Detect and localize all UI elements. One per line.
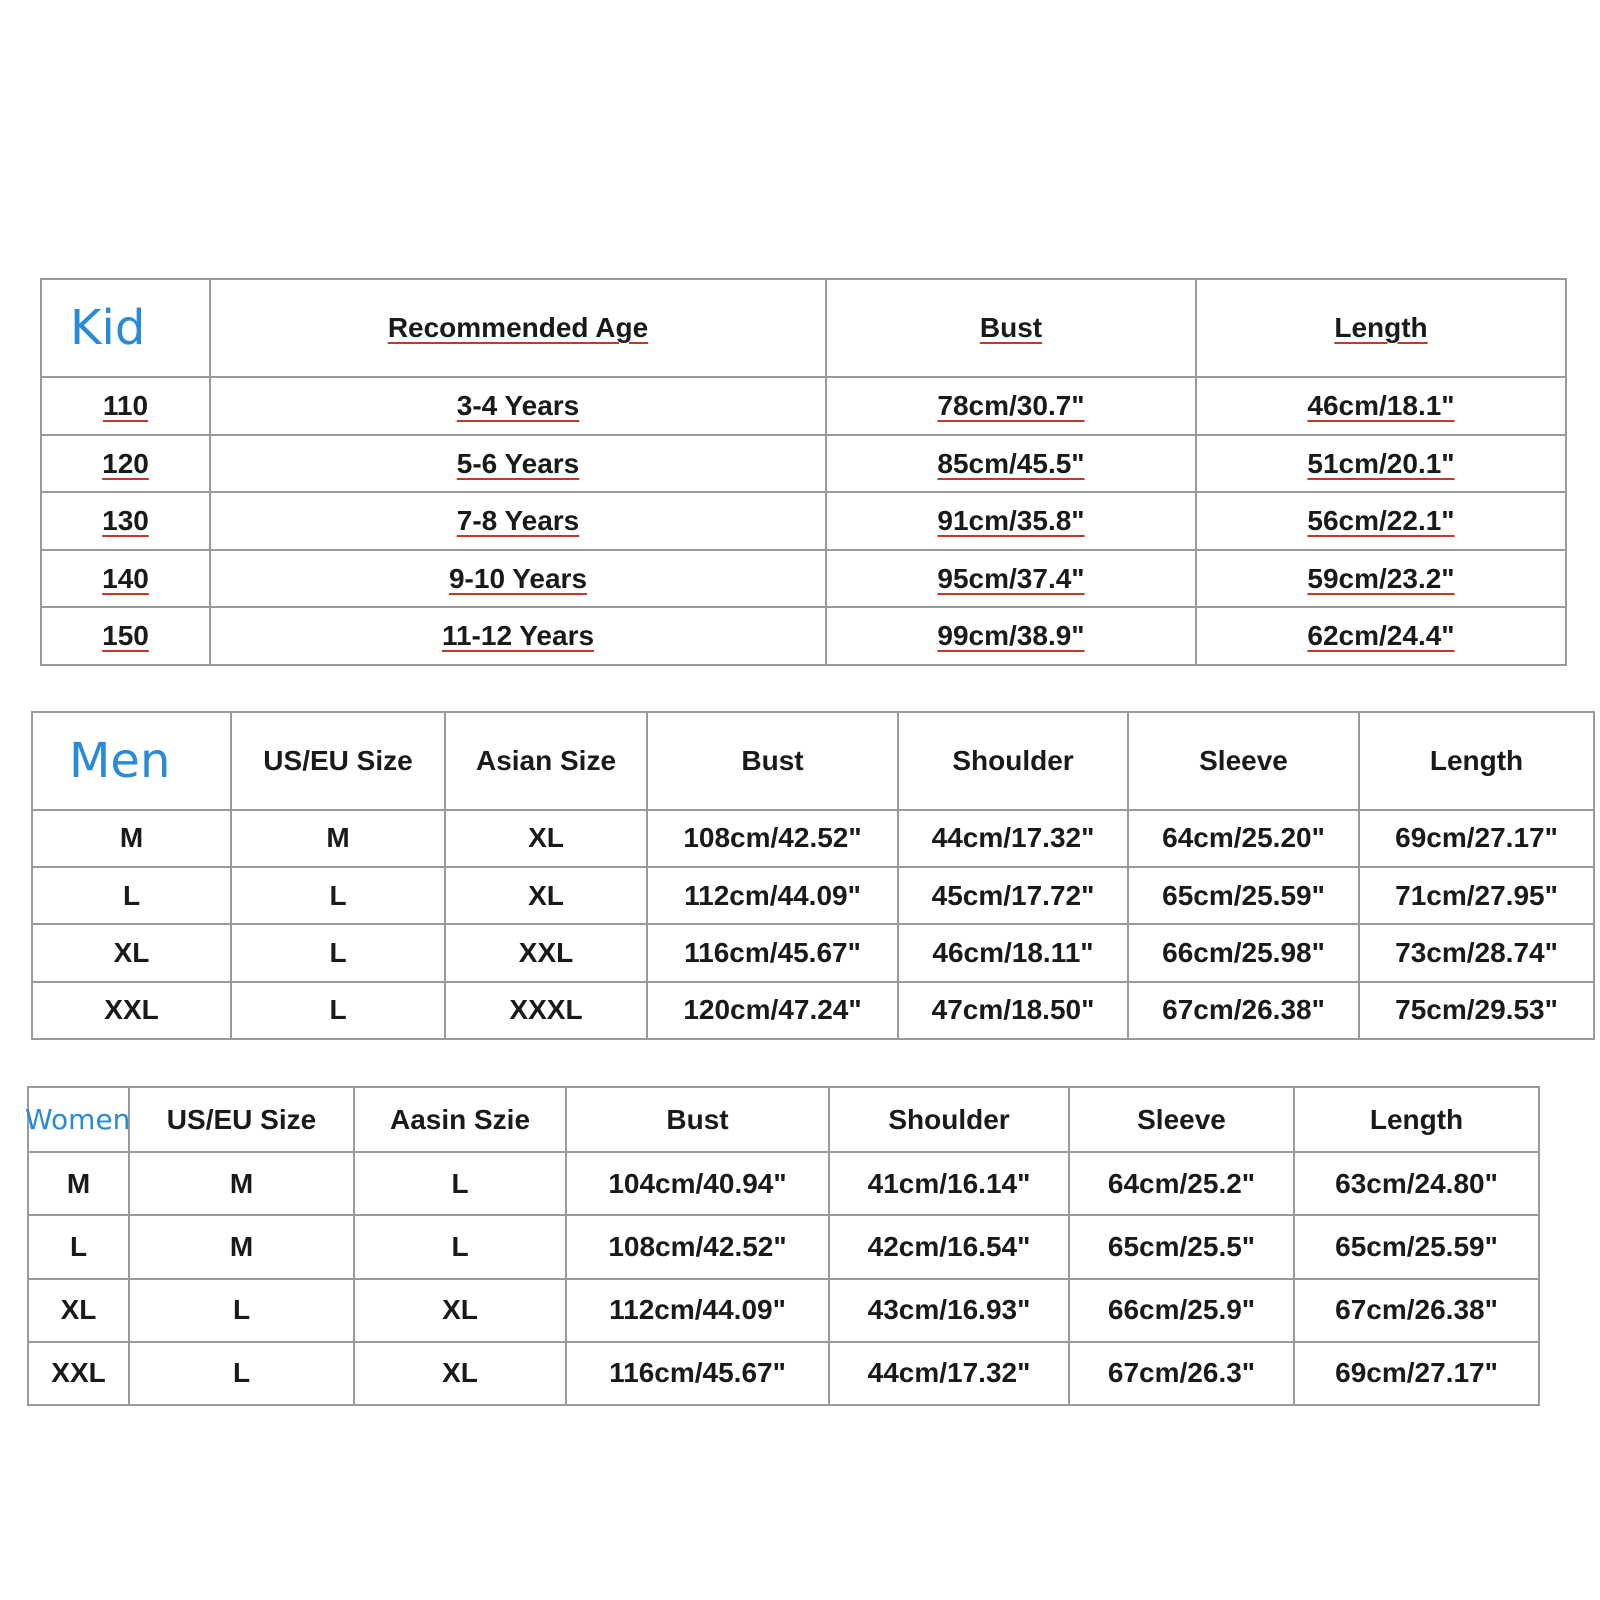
women-asian-cell: L <box>354 1215 566 1278</box>
men-bust-cell: 112cm/44.09" <box>647 867 898 924</box>
women-length-cell: 65cm/25.59" <box>1294 1215 1539 1278</box>
men-useu-cell: L <box>231 924 445 981</box>
women-sleeve-cell: 65cm/25.5" <box>1069 1215 1294 1278</box>
kid-age-cell: 9-10 Years <box>210 550 826 608</box>
women-bust-cell: 116cm/45.67" <box>566 1342 829 1405</box>
table-row <box>28 1342 1539 1405</box>
kid-bust-cell: 91cm/35.8" <box>826 492 1196 550</box>
men-size-cell: M <box>32 810 231 867</box>
women-length-cell: 69cm/27.17" <box>1294 1342 1539 1405</box>
men-header-sleeve: Sleeve <box>1128 712 1359 810</box>
men-bust-cell: 120cm/47.24" <box>647 982 898 1039</box>
men-length-cell: 75cm/29.53" <box>1359 982 1594 1039</box>
men-asian-cell: XL <box>445 810 647 867</box>
kid-size-cell: 150 <box>41 607 210 665</box>
kid-size-cell: 110 <box>41 377 210 435</box>
women-shoulder-cell: 43cm/16.93" <box>829 1279 1069 1342</box>
men-size-cell: L <box>32 867 231 924</box>
table-row <box>32 810 1594 867</box>
men-shoulder-cell: 46cm/18.11" <box>898 924 1128 981</box>
men-shoulder-cell: 47cm/18.50" <box>898 982 1128 1039</box>
women-label-text: Women <box>25 1103 131 1137</box>
women-useu-cell: L <box>129 1342 354 1405</box>
kid-header-age: Recommended Age <box>210 279 826 377</box>
men-sleeve-cell: 67cm/26.38" <box>1128 982 1359 1039</box>
women-length-cell: 63cm/24.80" <box>1294 1152 1539 1215</box>
women-header-bust: Bust <box>566 1087 829 1152</box>
men-length-cell: 69cm/27.17" <box>1359 810 1594 867</box>
table-row <box>28 1279 1539 1342</box>
men-table-label: Men <box>32 712 231 810</box>
kid-size-cell: 140 <box>41 550 210 608</box>
men-useu-cell: L <box>231 867 445 924</box>
women-bust-cell: 112cm/44.09" <box>566 1279 829 1342</box>
men-shoulder-cell: 45cm/17.72" <box>898 867 1128 924</box>
women-sleeve-cell: 64cm/25.2" <box>1069 1152 1294 1215</box>
women-bust-cell: 108cm/42.52" <box>566 1215 829 1278</box>
women-header-row <box>28 1087 1539 1152</box>
women-useu-cell: L <box>129 1279 354 1342</box>
kid-age-cell: 7-8 Years <box>210 492 826 550</box>
women-header-sleeve: Sleeve <box>1069 1087 1294 1152</box>
men-size-cell: XL <box>32 924 231 981</box>
women-size-table <box>27 1086 1540 1406</box>
men-size-table <box>31 711 1595 1040</box>
men-header-useu: US/EU Size <box>231 712 445 810</box>
kid-length-cell: 59cm/23.2" <box>1196 550 1566 608</box>
men-asian-cell: XXL <box>445 924 647 981</box>
women-header-asian: Aasin Szie <box>354 1087 566 1152</box>
men-sleeve-cell: 64cm/25.20" <box>1128 810 1359 867</box>
men-length-cell: 73cm/28.74" <box>1359 924 1594 981</box>
men-useu-cell: M <box>231 810 445 867</box>
kid-header-length: Length <box>1196 279 1566 377</box>
table-row <box>28 1152 1539 1215</box>
kid-size-cell: 120 <box>41 435 210 493</box>
men-header-length: Length <box>1359 712 1594 810</box>
table-row <box>32 982 1594 1039</box>
women-asian-cell: L <box>354 1152 566 1215</box>
men-asian-cell: XL <box>445 867 647 924</box>
kid-header-row <box>41 279 1566 377</box>
kid-table-label: Kid <box>41 279 210 377</box>
women-useu-cell: M <box>129 1152 354 1215</box>
women-asian-cell: XL <box>354 1279 566 1342</box>
women-size-cell: L <box>28 1215 129 1278</box>
kid-bust-cell: 95cm/37.4" <box>826 550 1196 608</box>
table-row <box>32 867 1594 924</box>
table-row <box>41 377 1566 435</box>
women-useu-cell: M <box>129 1215 354 1278</box>
women-table-label <box>25 1087 131 1152</box>
kid-bust-cell: 99cm/38.9" <box>826 607 1196 665</box>
women-shoulder-cell: 42cm/16.54" <box>829 1215 1069 1278</box>
women-shoulder-cell: 44cm/17.32" <box>829 1342 1069 1405</box>
men-length-cell: 71cm/27.95" <box>1359 867 1594 924</box>
men-header-asian: Asian Size <box>445 712 647 810</box>
men-shoulder-cell: 44cm/17.32" <box>898 810 1128 867</box>
table-row <box>28 1215 1539 1278</box>
kid-bust-cell: 85cm/45.5" <box>826 435 1196 493</box>
women-size-cell: XL <box>28 1279 129 1342</box>
kid-length-cell: 51cm/20.1" <box>1196 435 1566 493</box>
kid-bust-cell: 78cm/30.7" <box>826 377 1196 435</box>
men-sleeve-cell: 66cm/25.98" <box>1128 924 1359 981</box>
women-sleeve-cell: 66cm/25.9" <box>1069 1279 1294 1342</box>
men-header-shoulder: Shoulder <box>898 712 1128 810</box>
table-row <box>41 550 1566 608</box>
kid-header-bust: Bust <box>826 279 1196 377</box>
men-asian-cell: XXXL <box>445 982 647 1039</box>
women-bust-cell: 104cm/40.94" <box>566 1152 829 1215</box>
men-bust-cell: 116cm/45.67" <box>647 924 898 981</box>
men-header-bust: Bust <box>647 712 898 810</box>
women-sleeve-cell: 67cm/26.3" <box>1069 1342 1294 1405</box>
men-useu-cell: L <box>231 982 445 1039</box>
men-bust-cell: 108cm/42.52" <box>647 810 898 867</box>
table-row <box>41 435 1566 493</box>
kid-length-cell: 62cm/24.4" <box>1196 607 1566 665</box>
table-row <box>41 607 1566 665</box>
women-header-shoulder: Shoulder <box>829 1087 1069 1152</box>
kid-size-table <box>40 278 1567 666</box>
women-length-cell: 67cm/26.38" <box>1294 1279 1539 1342</box>
table-row <box>41 492 1566 550</box>
women-header-useu: US/EU Size <box>129 1087 354 1152</box>
kid-age-cell: 5-6 Years <box>210 435 826 493</box>
women-asian-cell: XL <box>354 1342 566 1405</box>
men-sleeve-cell: 65cm/25.59" <box>1128 867 1359 924</box>
kid-length-cell: 46cm/18.1" <box>1196 377 1566 435</box>
table-row <box>32 924 1594 981</box>
women-header-length: Length <box>1294 1087 1539 1152</box>
men-header-row <box>32 712 1594 810</box>
kid-age-cell: 3-4 Years <box>210 377 826 435</box>
women-size-cell: XXL <box>28 1342 129 1405</box>
women-size-cell: M <box>28 1152 129 1215</box>
kid-age-cell: 11-12 Years <box>210 607 826 665</box>
kid-size-cell: 130 <box>41 492 210 550</box>
kid-length-cell: 56cm/22.1" <box>1196 492 1566 550</box>
men-size-cell: XXL <box>32 982 231 1039</box>
women-shoulder-cell: 41cm/16.14" <box>829 1152 1069 1215</box>
